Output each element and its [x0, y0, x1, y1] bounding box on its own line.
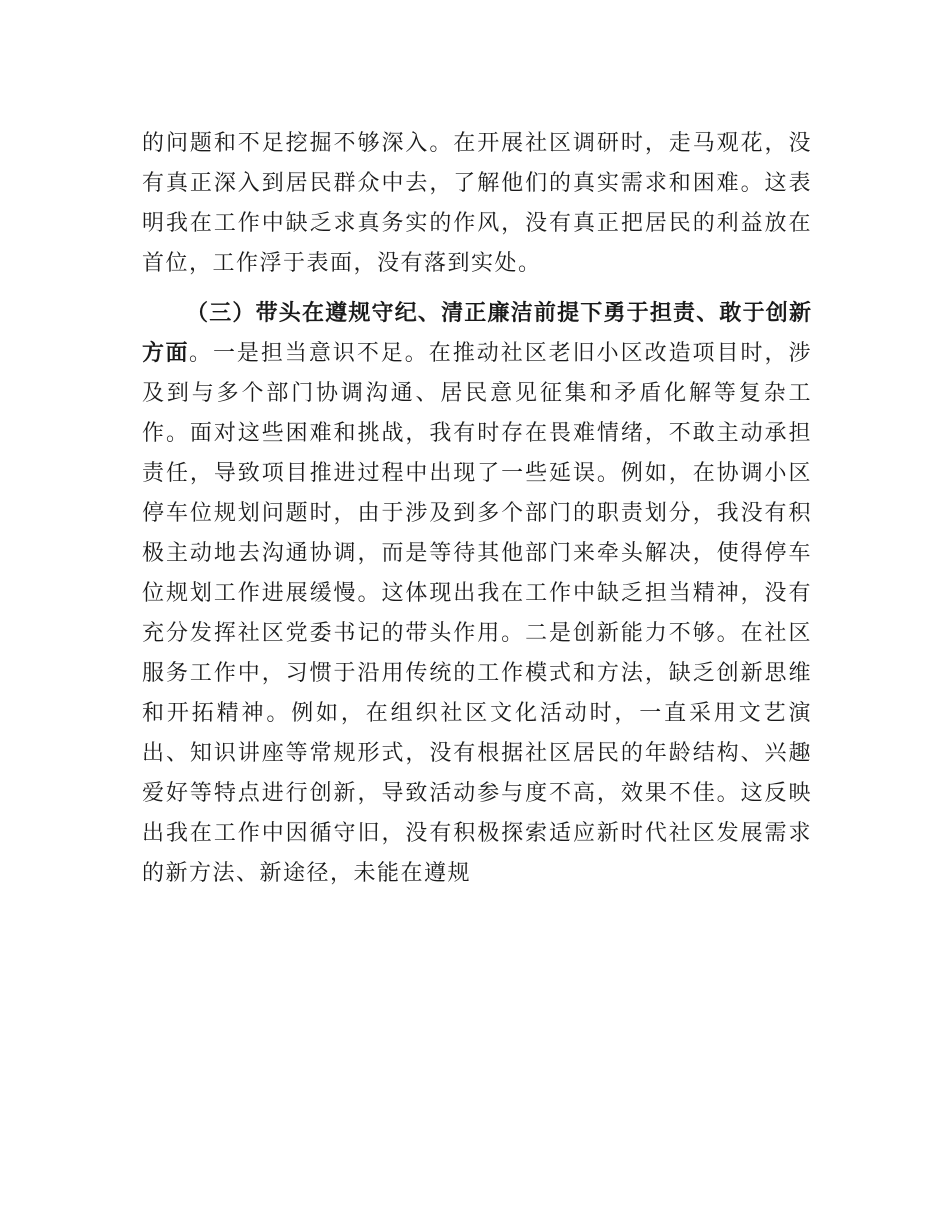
paragraph-continuation: 的问题和不足挖掘不够深入。在开展社区调研时，走马观花，没有真正深入到居民群众中去，了解他们的真实需求和困难。这表明我在工作中缺乏求真务实的作风，没有真正把居民的利益放在首位，工作浮于表面，没有落到实处。 — [142, 131, 812, 276]
section-body-text: 。一是担当意识不足。在推动社区老旧小区改造项目时，涉及到与多个部门协调沟通、居民意见征集和矛盾化解等复杂工作。面对这些困难和挑战，我有时存在畏难情绪，不敢主动承担责任，导致项目推进过程中出现了一些延误。例如，在协调小区停车位规划问题时，由于涉及到多个部门的职责划分，我没有积极主动地去沟通协调，而是等待其他部门来牵头解决，使得停车位规划工作进展缓慢。这体现出我在工作中缺乏担当精神，没有充分发挥社区党委书记的带头作用。二是创新能力不够。在社区服务工作中，习惯于沿用传统的工作模式和方法，缺乏创新思维和开拓精神。例如，在组织社区文化活动时，一直采用文艺演出、知识讲座等常规形式，没有根据社区居民的年龄结构、兴趣爱好等特点进行创新，导致活动参与度不高，效果不佳。这反映出我在工作中因循守旧，没有积极探索适应新时代社区发展需求的新方法、新途径，未能在遵规 — [142, 341, 812, 886]
paragraph-section-three — [142, 294, 812, 894]
document-body — [142, 124, 812, 894]
section-heading: （三）带头在遵规守纪、清正廉洁前提下勇于担责、敢于创新方面 — [142, 301, 812, 366]
